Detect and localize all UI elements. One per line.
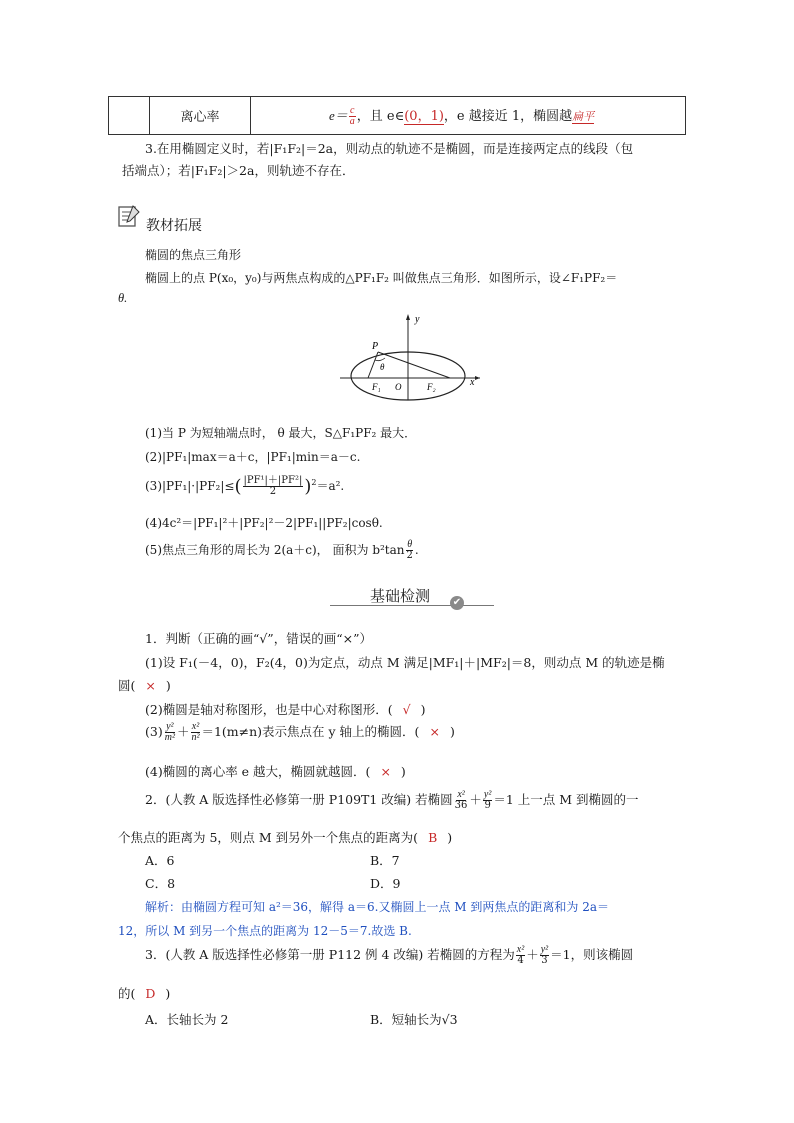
eccentricity-table	[108, 96, 686, 135]
q1-d-answer: ×	[380, 764, 391, 779]
section-banner	[330, 583, 494, 613]
prop-3: (3)|PF₁|·|PF₂|≤( $\frac{\text{|PF¹|＋|PF²|}}{2}$ )$^2$＝a².	[145, 475, 345, 497]
prop-5-num: θ	[407, 539, 413, 550]
prop-3-fraction	[243, 476, 304, 497]
prop-5	[145, 540, 419, 561]
q2-frac1	[454, 790, 469, 811]
q2-close: )	[447, 830, 453, 845]
prop-5-fraction	[406, 540, 414, 561]
q1-a-open: 圆(	[118, 678, 136, 693]
e-lead: e＝	[329, 107, 348, 123]
q2-line2-text: 个焦点的距离为 5，则点 M 到另外一个焦点的距离为(	[118, 830, 419, 845]
q1-b-answer: √	[402, 702, 411, 717]
note3-line2: 括端点）；若|F₁F₂|＞2a，则轨迹不存在．	[122, 163, 355, 178]
q3-line2-text: 的(	[118, 986, 136, 1001]
check-badge-icon: ✔	[450, 596, 464, 610]
q2-option-b: B．7	[370, 853, 400, 868]
q2-tail: ＝1 上一点 M 到椭圆的一	[493, 792, 639, 807]
q2-den2: 9	[484, 800, 491, 811]
q1-c	[145, 722, 455, 743]
q2-num2: y²	[483, 789, 492, 800]
q2-line1	[145, 790, 639, 811]
q1-b	[145, 700, 425, 718]
q1-a-line1: (1)设 F₁(－4，0)，F₂(4，0)为定点，动点 M 满足|MF₁|＋|MF₂|＝8，则动点 M 的轨迹是椭	[145, 655, 665, 670]
q3-plus: ＋	[526, 947, 539, 962]
q2-frac2	[483, 790, 492, 811]
f1-label: F₁	[372, 382, 381, 392]
q1-a-answer: ×	[145, 678, 156, 693]
prop-3-num: |PF¹|＋|PF²|	[243, 475, 303, 486]
q2-option-a: A．6	[145, 853, 175, 868]
q3-tail: ＝1，则该椭圆	[550, 947, 634, 962]
q1-a-line2	[118, 676, 171, 694]
q3-num1: x²	[516, 944, 525, 955]
pf1-segment	[368, 352, 378, 378]
q3-frac2	[540, 945, 549, 966]
prop-5-tail: .	[414, 543, 419, 557]
theta-label: θ	[380, 362, 385, 372]
prop-5-den: 2	[406, 550, 413, 561]
q3-den2: 3	[541, 955, 548, 966]
q2-solution-line1: 解析：由椭圆方程可知 a²＝36，解得 a＝6.又椭圆上一点 M 到两焦点的距离和为 2a＝	[145, 900, 609, 914]
prop-1: (1)当 P 为短轴端点时， θ 最大，S△F₁PF₂ 最大．	[145, 426, 417, 440]
q2-answer: B	[428, 830, 438, 845]
q2-line2	[118, 828, 452, 846]
q2-option-d: D．9	[370, 876, 401, 891]
section-title: 基础检测	[370, 587, 431, 605]
prop-3-lead: (3)|PF₁|·|PF₂|≤	[145, 479, 235, 493]
q3-option-b: B．短轴长为√3	[370, 1012, 458, 1027]
q1-stem: 1．判断（正确的画“√”，错误的画“×”）	[145, 631, 372, 646]
note3-line1: 3.在用椭圆定义时，若|F₁F₂|＝2a，则动点的轨迹不是椭圆，而是连接两定点的线段（包	[145, 141, 634, 156]
prop-4: (4)4c²＝|PF₁|²＋|PF₂|²－2|PF₁||PF₂|cosθ.	[145, 516, 383, 530]
table-cell-empty	[109, 97, 150, 135]
q1-b-close: )	[420, 702, 426, 717]
expand-desc2: θ.	[118, 291, 128, 305]
q3-lead: 3．(人教 A 版选择性必修第一册 P112 例 4 改编) 若椭圆的方程为	[145, 947, 515, 962]
q1-c-den2: n²	[191, 732, 200, 743]
prop-2: (2)|PF₁|max＝a＋c，|PF₁|min＝a－c.	[145, 450, 361, 464]
q1-c-close: )	[449, 724, 455, 739]
q3-line2	[118, 984, 170, 1002]
y-label: y	[415, 314, 420, 325]
q2-option-c: C．8	[145, 876, 176, 891]
q1-c-den1: m²	[164, 732, 175, 743]
prop-3-den: 2	[269, 486, 277, 497]
ellipse-figure	[330, 310, 490, 402]
e-fraction	[349, 106, 356, 127]
q3-num2: y²	[540, 944, 549, 955]
q3-den1: 4	[517, 955, 524, 966]
q3-answer: D	[145, 986, 156, 1001]
q1-d-text: (4)椭圆的离心率 e 越大，椭圆就越圆．(	[145, 764, 371, 779]
x-label: x	[470, 377, 475, 388]
book-icon	[116, 203, 144, 232]
table-cell-label: 离心率	[150, 97, 251, 135]
interval-answer: (0，1)	[404, 108, 444, 124]
q2-lead: 2．(人教 A 版选择性必修第一册 P109T1 改编) 若椭圆	[145, 792, 453, 807]
table-row	[109, 97, 686, 135]
q1-b-text: (2)椭圆是轴对称图形，也是中心对称图形．(	[145, 702, 393, 717]
frac-num: c	[350, 104, 355, 116]
f2-label: F₂	[427, 382, 436, 392]
q1-a-close: )	[165, 678, 171, 693]
e-after: ，e 越接近 1，椭圆越	[443, 108, 573, 124]
expand-desc1: 椭圆上的点 P(x₀，y₀)与两焦点构成的△PF₁F₂ 叫做焦点三角形．如图所示，设∠F₁PF₂＝	[145, 271, 618, 285]
q1-c-frac1	[164, 722, 176, 743]
q2-num1: x²	[457, 789, 465, 800]
q3-frac1	[516, 945, 525, 966]
q1-c-answer: ×	[429, 724, 440, 739]
q1-c-plus: ＋	[176, 724, 190, 739]
q2-solution-line2: 12，所以 M 到另一个焦点的距离为 12－5＝7.故选 B.	[118, 924, 412, 938]
q3-close: )	[165, 986, 171, 1001]
expand-title: 教材拓展	[146, 218, 202, 234]
q3-option-a: A．长轴长为 2	[145, 1012, 229, 1027]
q1-c-num2: x²	[191, 721, 200, 732]
expand-subtitle: 椭圆的焦点三角形	[145, 248, 242, 262]
q3-line1	[145, 945, 633, 966]
flat-answer: 扁平	[572, 109, 595, 123]
q2-plus: ＋	[469, 792, 482, 807]
q2-den1: 36	[454, 800, 468, 811]
prop-5-lead: (5)焦点三角形的周长为 2(a＋c)， 面积为 b²tan	[145, 543, 405, 557]
q1-c-lead: (3)	[145, 724, 163, 739]
q1-d	[145, 762, 406, 780]
q1-c-tail: ＝1(m≠n)表示焦点在 y 轴上的椭圆．(	[201, 724, 420, 739]
q1-c-num1: y²	[166, 721, 174, 732]
frac-den: a	[349, 115, 355, 127]
o-label: O	[395, 382, 402, 392]
e-mid: ，且 e∈	[356, 108, 405, 124]
q1-c-frac2	[190, 722, 200, 743]
q1-d-close: )	[400, 764, 406, 779]
table-cell-content	[251, 97, 686, 135]
p-label: P	[372, 341, 379, 352]
prop-3-tail: ＝a².	[316, 479, 345, 493]
